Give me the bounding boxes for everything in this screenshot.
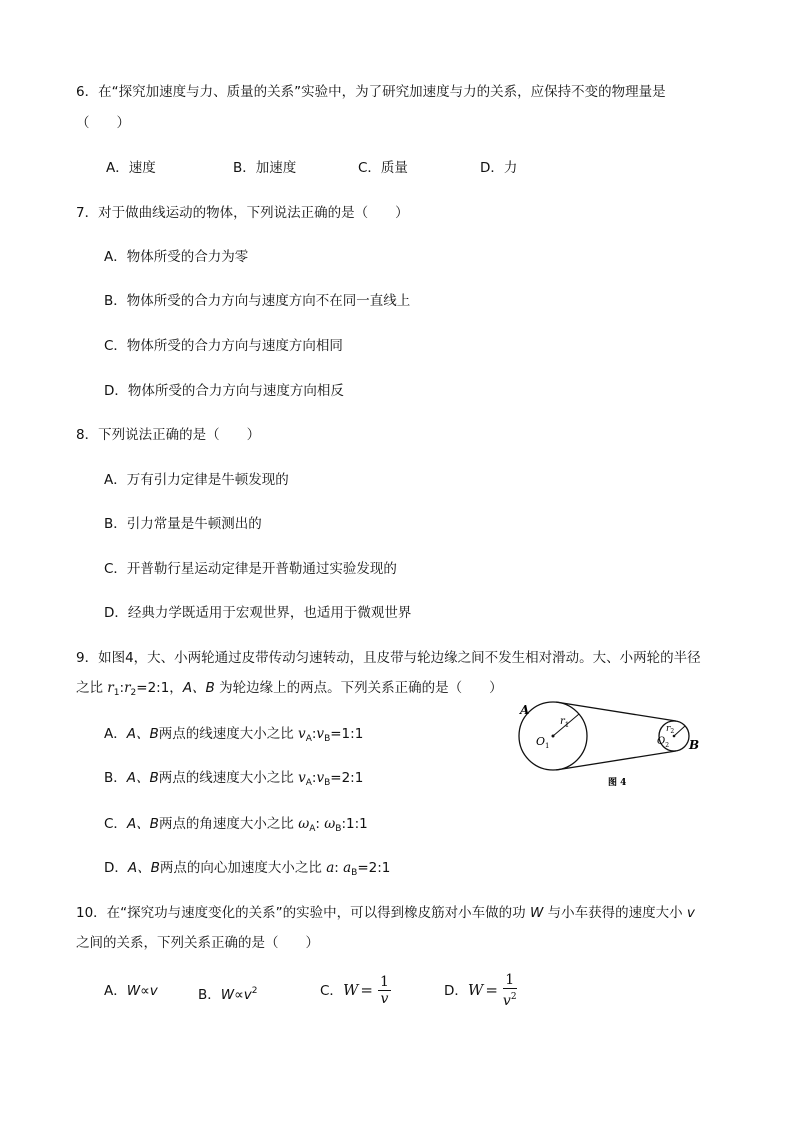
q9-option-c-sub2: B (335, 824, 342, 834)
q10-option-d-W: W (467, 981, 484, 999)
q10-option-c-W: W (342, 981, 359, 999)
q10-option-c-numerator: 1 (379, 974, 389, 990)
q10-option-b[interactable] (198, 981, 257, 1005)
q8-option-b[interactable]: B．引力常量是牛顿测出的 (104, 516, 262, 532)
center-o1 (552, 735, 555, 738)
q9-option-d-points: A、B (127, 860, 160, 876)
q9-option-a-text: 两点的线速度大小之比 (158, 726, 299, 742)
q9-r1-symbol: r (107, 680, 114, 696)
q10-option-c-label: C． (320, 983, 343, 999)
q6-stem-line2: （ ） (76, 115, 130, 131)
q10-option-c-denominator: v (380, 991, 389, 1007)
q9-option-d-sub2: B (351, 868, 358, 878)
q10-option-d-label: D． (444, 983, 468, 999)
label-o2: $O_2$ (657, 736, 670, 749)
q8-option-c[interactable]: C．开普勒行星运动定律是开普勒通过实验发现的 (104, 561, 397, 577)
q9-option-d-sym1: a (326, 860, 335, 876)
q10-stem-line1 (76, 903, 695, 923)
q7-option-a[interactable]: A．物体所受的合力为零 (104, 249, 249, 265)
q9-option-a-letter: A． (104, 726, 127, 742)
q7-option-d[interactable]: D．物体所受的合力方向与速度方向相反 (104, 383, 344, 399)
q10-option-b-label: B． (198, 987, 221, 1003)
q9-r2-sub: 2 (130, 688, 137, 698)
q9-option-b-letter: B． (104, 770, 127, 786)
q9-option-b-points: A、B (126, 770, 159, 786)
q9-option-c-text: 两点的角速度大小之比 (158, 816, 299, 832)
q10-stem-line2: 之间的关系，下列关系正确的是（ ） (76, 935, 319, 951)
q8-option-a[interactable]: A．万有引力定律是牛顿发现的 (104, 472, 289, 488)
label-r1: $r_1$ (560, 716, 570, 729)
q9-option-b-sub2: B (324, 778, 331, 788)
q6-option-b[interactable]: B．加速度 (233, 160, 297, 176)
q9-option-a[interactable]: A．A、B两点的线速度大小之比 $v_A:v_B=1:1$ (104, 726, 364, 744)
q9-option-a-sym1: v (298, 726, 306, 742)
belt-bottom (556, 751, 676, 770)
q9-stem-suffix: 为轮边缘上的两点。下列关系正确的是（ ） (214, 680, 503, 696)
q9-option-d-sym2: a (343, 860, 352, 876)
q9-option-d[interactable]: D．A、B两点的向心加速度大小之比 a: $a_B=2:1$ (104, 860, 391, 878)
q9-stem-line1: 9．如图4，大、小两轮通过皮带传动匀速转动，且皮带与轮边缘之间不发生相对滑动。大、小两轮的半径 (76, 650, 701, 666)
q10-option-c-fraction (378, 974, 391, 1008)
q9-option-a-ratio: =1:1 (330, 726, 364, 742)
q10-stem-text-a: 10．在“探究功与速度变化的关系”的实验中，可以得到橡皮筋对小车做的功 (76, 905, 530, 921)
q10-option-a-label: A． (104, 983, 127, 999)
q6-option-a[interactable]: A．速度 (106, 160, 156, 176)
q10-W-symbol: W (529, 905, 544, 921)
label-a: A (520, 703, 530, 717)
q9-option-b[interactable]: B．A、B两点的线速度大小之比 $v_A:v_B=2:1$ (104, 770, 364, 788)
pulley-diagram (508, 700, 708, 800)
q9-option-a-sub2: B (324, 734, 331, 744)
q9-points: A、B (182, 680, 215, 696)
q10-option-d[interactable] (444, 970, 517, 1011)
q7-stem: 7．对于做曲线运动的物体，下列说法正确的是（ ） (76, 205, 409, 221)
q9-option-b-sub1: A (305, 778, 312, 788)
label-o1: $O_1$ (536, 735, 550, 750)
q6-option-c[interactable]: C．质量 (358, 160, 408, 176)
q10-option-d-eq: = (485, 981, 498, 999)
figure-caption: 图 4 (608, 778, 627, 788)
q9-option-c-sub1: A (309, 824, 316, 834)
q9-option-c[interactable]: C．A、B两点的角速度大小之比 $\omega_A$: $\omega_B:1:1$ (104, 816, 368, 834)
label-b: B (689, 738, 700, 752)
q10-option-a[interactable] (104, 981, 158, 1001)
q9-r2-symbol: r (124, 680, 131, 696)
q9-option-d-ratio: =2:1 (357, 860, 391, 876)
q9-option-c-letter: C． (104, 816, 127, 832)
q9-option-c-sym2: ω (324, 816, 336, 832)
q9-option-b-text: 两点的线速度大小之比 (158, 770, 299, 786)
label-r2: $r_2$ (666, 724, 675, 735)
q9-option-b-sym1: v (298, 770, 306, 786)
q9-option-a-sub1: A (305, 734, 312, 744)
q6-option-d[interactable]: D．力 (480, 160, 518, 176)
q10-option-d-numerator: 1 (505, 972, 515, 988)
q10-option-d-denominator: $v^2$ (502, 992, 517, 1009)
q10-option-a-expr: W∝v (126, 983, 158, 999)
q10-v-symbol: v (686, 905, 695, 921)
q9-option-a-points: A、B (126, 726, 159, 742)
q10-stem-text-b: 与小车获得的速度大小 (543, 905, 687, 921)
q9-option-d-letter: D． (104, 860, 128, 876)
q7-option-b[interactable]: B．物体所受的合力方向与速度方向不在同一直线上 (104, 293, 411, 309)
radius-r2 (674, 726, 685, 736)
q10-option-d-fraction (503, 972, 517, 1010)
q9-option-c-sym1: ω (298, 816, 310, 832)
q9-ratio-prefix: 之比 (76, 680, 108, 696)
q8-stem: 8．下列说法正确的是（ ） (76, 427, 261, 443)
q6-stem-line1: 6．在“探究加速度与力、质量的关系”实验中，为了研究加速度与力的关系，应保持不变的物理量是 (76, 84, 666, 100)
q9-ratio-value: =2:1， (136, 680, 183, 696)
q9-option-b-ratio: =2:1 (330, 770, 364, 786)
q9-option-b-sym2: v (316, 770, 325, 786)
q9-option-a-sym2: v (316, 726, 325, 742)
q7-option-c[interactable]: C．物体所受的合力方向与速度方向相同 (104, 338, 343, 354)
q9-option-c-points: A、B (126, 816, 159, 832)
q9-stem-line2: 之比 $r_1:r_2=2:1$，A、B 为轮边缘上的两点。下列关系正确的是（ ） (76, 680, 503, 698)
q9-option-c-ratio: :1:1 (341, 816, 368, 832)
q9-option-d-text: 两点的向心加速度大小之比 (159, 860, 327, 876)
q9-r1-sub: 1 (113, 688, 120, 698)
center-o2 (673, 735, 676, 738)
q8-option-d[interactable]: D．经典力学既适用于宏观世界，也适用于微观世界 (104, 605, 412, 621)
q10-option-c-eq: = (360, 981, 373, 999)
q10-option-c[interactable] (320, 970, 391, 1011)
q10-option-b-expr: W∝v (220, 987, 252, 1003)
q10-option-b-exp: 2 (251, 986, 258, 996)
